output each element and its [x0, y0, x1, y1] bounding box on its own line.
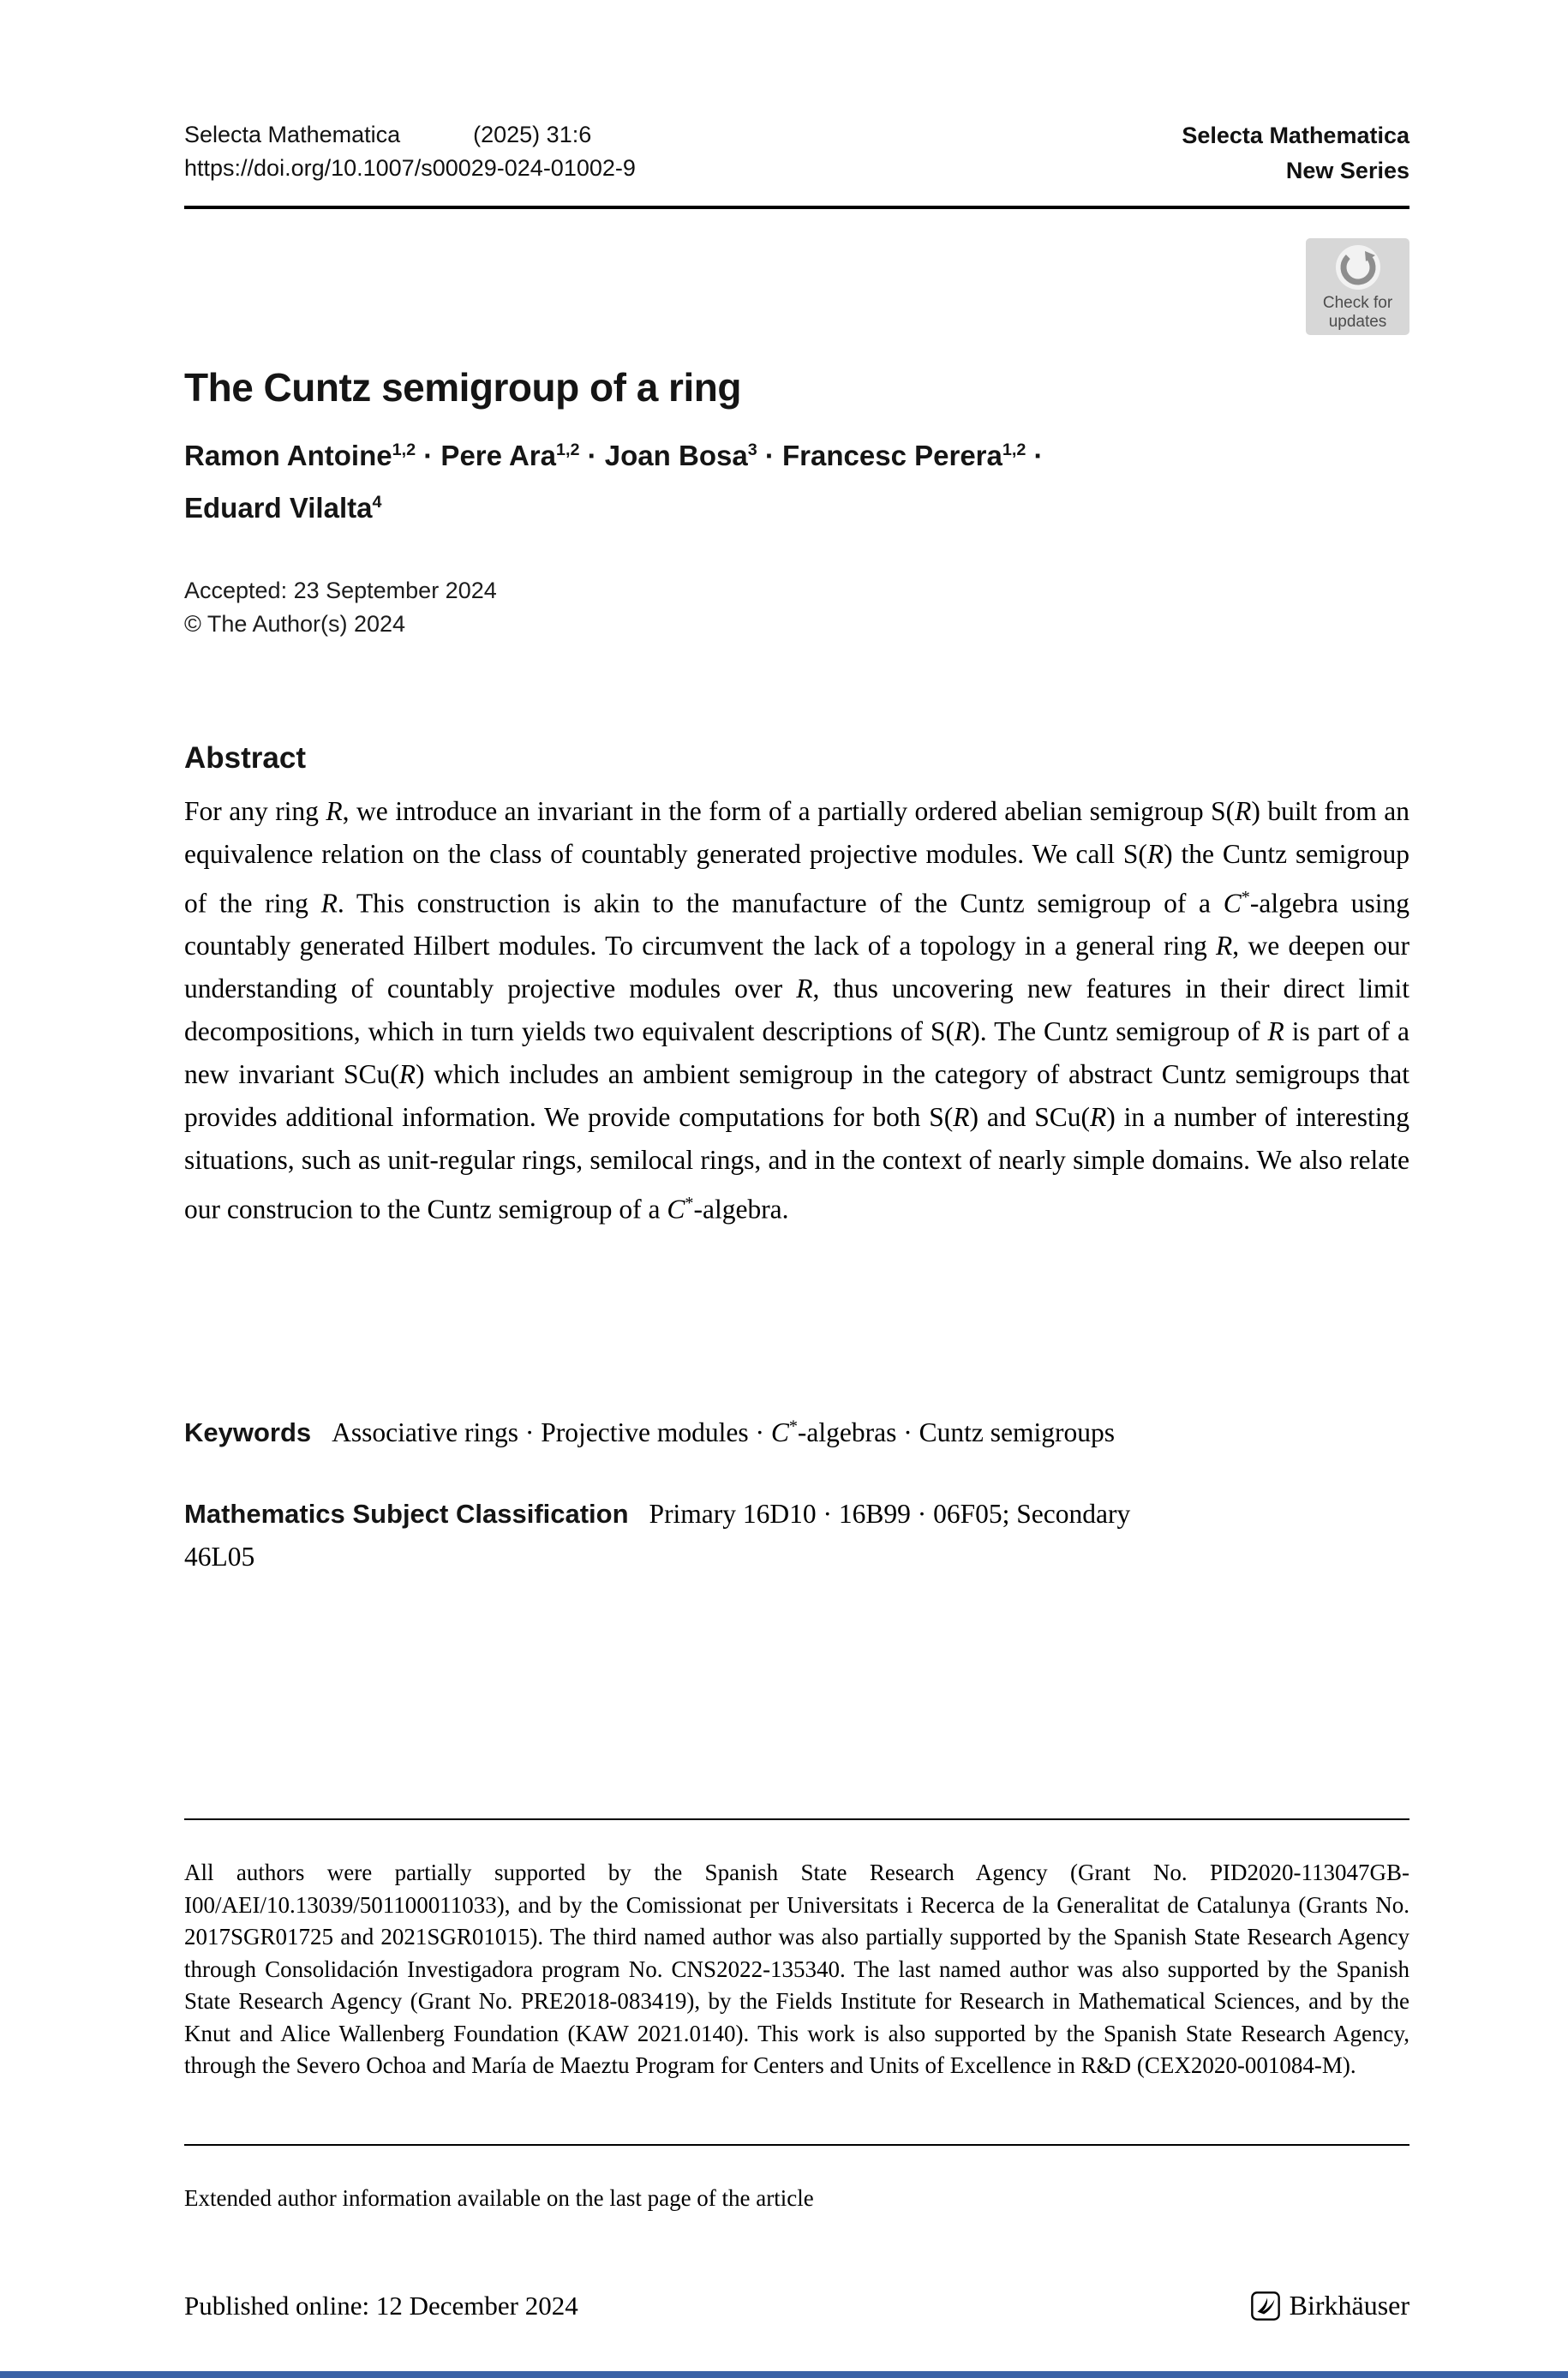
journal-brand-block — [1182, 118, 1409, 189]
journal-brand-name: Selecta Mathematica — [1182, 123, 1409, 148]
acceptance-block — [184, 574, 1409, 641]
journal-issue: (2025) 31:6 — [473, 122, 592, 147]
extended-author-info: Extended author information available on the last page of the article — [184, 2185, 814, 2211]
accepted-date: Accepted: 23 September 2024 — [184, 578, 497, 603]
authors-line: Ramon Antoine$^{1,2}$ · Pere Ara$^{1,2}$ · Joan Bosa$^3$ · Francesc Perera$^{1,2}$ · Eduard Vilalta$^4$ — [184, 440, 1044, 524]
header-rule — [184, 206, 1409, 209]
page-title: The Cuntz semigroup of a ring — [184, 364, 741, 410]
badge-text — [1323, 294, 1392, 332]
publisher-mark — [1250, 2290, 1409, 2321]
abstract-heading: Abstract — [184, 741, 306, 776]
badge-line2: updates — [1328, 313, 1387, 331]
check-for-updates-badge[interactable] — [1306, 238, 1409, 335]
badge-line1: Check for — [1322, 294, 1393, 312]
footnote-divider — [184, 1818, 1409, 1820]
crossmark-icon — [1336, 245, 1380, 290]
publisher-name: Birkhäuser — [1289, 2290, 1409, 2321]
funding-footnote: All authors were partially supported by the Spanish State Research Agency (Grant No. PID2020-113047GB-I00/AEI/10.13039/501100011033), and by the Comissionat per Universitats i Recerca de la Generalitat de Catalunya (Grants No. 2017SGR01725 and 2021SGR01015). The third named author was also partially supported by the Spanish State Research Agency through Consolidación Investigadora program No. CNS2022-135340. The last named author was also supported by the Spanish State Research Agency (Grant No. PRE2018-083419), by the Fields Institute for Research in Mathematical Sciences, and by the Knut and Alice Wallenberg Foundation (KAW 2021.0140). This work is also supported by the Spanish State Research Agency, through the Severo Ochoa and María de Maeztu Program for Centers and Units of Excellence in R&D (CEX2020-001084-M). — [184, 1860, 1409, 2078]
journal-citation-block — [184, 118, 636, 185]
abstract-text: For any ring R, we introduce an invariant in the form of a partially ordered abelian semigroup S(R) built from an equivalence relation on the class of countably generated projective modules. We call S(R) the Cuntz semigroup of the ring R. This construction is akin to the manufacture of the Cuntz semigroup of a C*-algebra using countably generated Hilbert modules. To circumvent the lack of a topology in a general ring R, we deepen our understanding of countably projective modules over R, thus uncovering new features in their direct limit decompositions, which in turn yields two equivalent descriptions of S(R). The Cuntz semigroup of R is part of a new invariant SCu(R) which includes an ambient semigroup in the category of abstract Cuntz semigroups that provides additional information. We provide computations for both S(R) and SCu(R) in a number of interesting situations, such as unit-regular rings, semilocal rings, and in the context of nearly simple domains. We also relate our construcion to the Cuntz semigroup of a C*-algebra. — [184, 795, 1409, 1225]
journal-header — [184, 118, 1409, 189]
keywords-text: Associative rings · Projective modules · C*-algebras · Cuntz semigroups — [332, 1417, 1115, 1447]
footnote-divider-2 — [184, 2144, 1409, 2146]
page-footer — [184, 2290, 1409, 2321]
keywords-label: Keywords — [184, 1417, 312, 1447]
msc-text: Primary 16D10 · 16B99 · 06F05; Secondary 46L05 — [184, 1498, 1131, 1572]
copyright-line: © The Author(s) 2024 — [184, 611, 406, 637]
msc-label: Mathematics Subject Classification — [184, 1498, 629, 1529]
journal-name: Selecta Mathematica — [184, 122, 401, 147]
doi-link[interactable]: https://doi.org/10.1007/s00029-024-01002-9 — [184, 155, 636, 181]
msc-line — [184, 1493, 1409, 1578]
birkhauser-logo-icon — [1250, 2291, 1281, 2321]
page-bottom-accent-bar — [0, 2371, 1568, 2378]
keywords-line — [184, 1405, 1409, 1455]
journal-citation-line — [184, 118, 636, 152]
published-online: Published online: 12 December 2024 — [184, 2290, 578, 2321]
journal-brand-series: New Series — [1285, 158, 1409, 183]
